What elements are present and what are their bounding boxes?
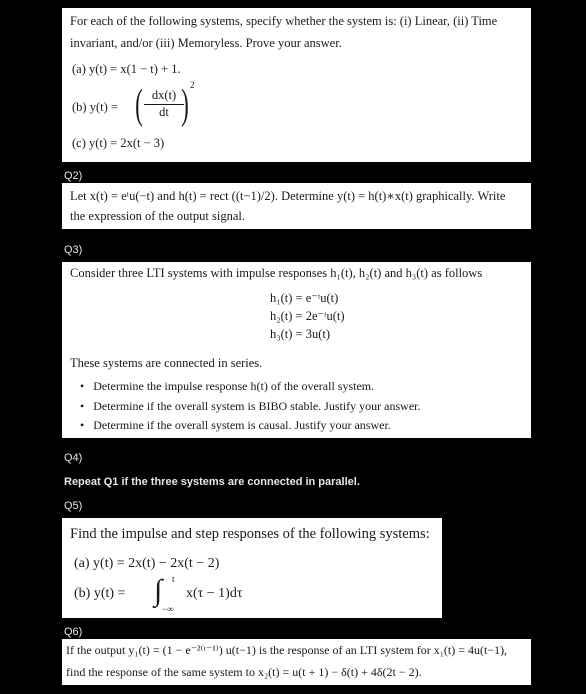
- q5-integrand: x(τ − 1)dτ: [186, 586, 243, 601]
- q1-intro-line2: invariant, and/or (iii) Memoryless. Prove your answer.: [70, 36, 342, 50]
- q3-bullet-3-text: Determine if the overall system is causal. Justify your answer.: [93, 418, 391, 432]
- bullet-dot-icon: •: [80, 418, 85, 432]
- q3-bullet-3: [80, 418, 391, 433]
- q1-part-b-denominator: dt: [159, 105, 169, 119]
- q3-box: [62, 262, 531, 438]
- q3-bullet-1-text: Determine the impulse response h(t) of the overall system.: [93, 379, 375, 393]
- q3-eq-h1: h₁(t) = e⁻ᵗu(t): [270, 291, 339, 305]
- q2-line1: Let x(t) = eᵗu(−t) and h(t) = rect ((t−1)/2). Determine y(t) = h(t)∗x(t) graphically. Write: [70, 189, 506, 203]
- q3-bullet-1: [80, 379, 374, 394]
- q6-line1: If the output y₁(t) = (1 − e⁻²⁽ᵗ⁻¹⁾) u(t−1) is the response of an LTI system for x₁(t) = 4u(t−1),: [66, 643, 508, 657]
- q1-intro-line1: For each of the following systems, specify whether the system is: (i) Linear, (ii) Time: [70, 14, 498, 28]
- q4-text: Repeat Q1 if the three systems are connected in parallel.: [64, 476, 360, 488]
- q5-part-a: (a) y(t) = 2x(t) − 2x(t − 2): [74, 556, 220, 571]
- q3-bullet-2-text: Determine if the overall system is BIBO stable. Justify your answer.: [93, 399, 421, 413]
- q3-bullet-2: [80, 399, 420, 414]
- q5-box: [62, 518, 442, 618]
- q1-part-a: (a) y(t) = x(1 − t) + 1.: [72, 62, 181, 76]
- bullet-dot-icon: •: [80, 379, 85, 393]
- q6-box: [62, 639, 531, 685]
- bullet-dot-icon: •: [80, 399, 85, 413]
- q3-heading: Q3): [64, 244, 83, 256]
- q1-box: [62, 8, 531, 162]
- q3-intro: Consider three LTI systems with impulse responses h₁(t), h₂(t) and h₃(t) as follows: [70, 266, 483, 280]
- q1-part-b-exponent: 2: [190, 80, 195, 90]
- q6-heading: Q6): [64, 626, 83, 638]
- q1-part-b-right-paren: ): [181, 82, 189, 128]
- q6-line2: find the response of the same system to x₂(t) = u(t + 1) − δ(t) + 4δ(2t − 2).: [66, 665, 422, 679]
- q2-heading: Q2): [64, 170, 83, 182]
- q1-part-b-label: (b) y(t) =: [72, 100, 118, 114]
- q3-series-text: These systems are connected in series.: [70, 356, 263, 370]
- q2-line2: the expression of the output signal.: [70, 209, 245, 223]
- q4-heading: Q4): [64, 452, 83, 464]
- q5-integral-upper: t: [172, 574, 175, 584]
- q1-part-b-fraction: [144, 88, 184, 120]
- q2-box: [62, 183, 531, 229]
- q3-eq-h3: h₃(t) = 3u(t): [270, 327, 331, 341]
- q5-intro: Find the impulse and step responses of the following systems:: [70, 526, 430, 542]
- q1-part-c: (c) y(t) = 2x(t − 3): [72, 136, 165, 150]
- q5-integral-lower: −∞: [162, 604, 174, 614]
- q1-part-b-numerator: dx(t): [144, 88, 184, 105]
- q1-part-b-left-paren: (: [135, 82, 143, 128]
- q3-eq-h2: h₂(t) = 2e⁻ᵗu(t): [270, 309, 345, 323]
- q5-part-b-label: (b) y(t) =: [74, 586, 126, 601]
- q5-heading: Q5): [64, 500, 83, 512]
- q5-integral-sign: ∫: [154, 574, 163, 607]
